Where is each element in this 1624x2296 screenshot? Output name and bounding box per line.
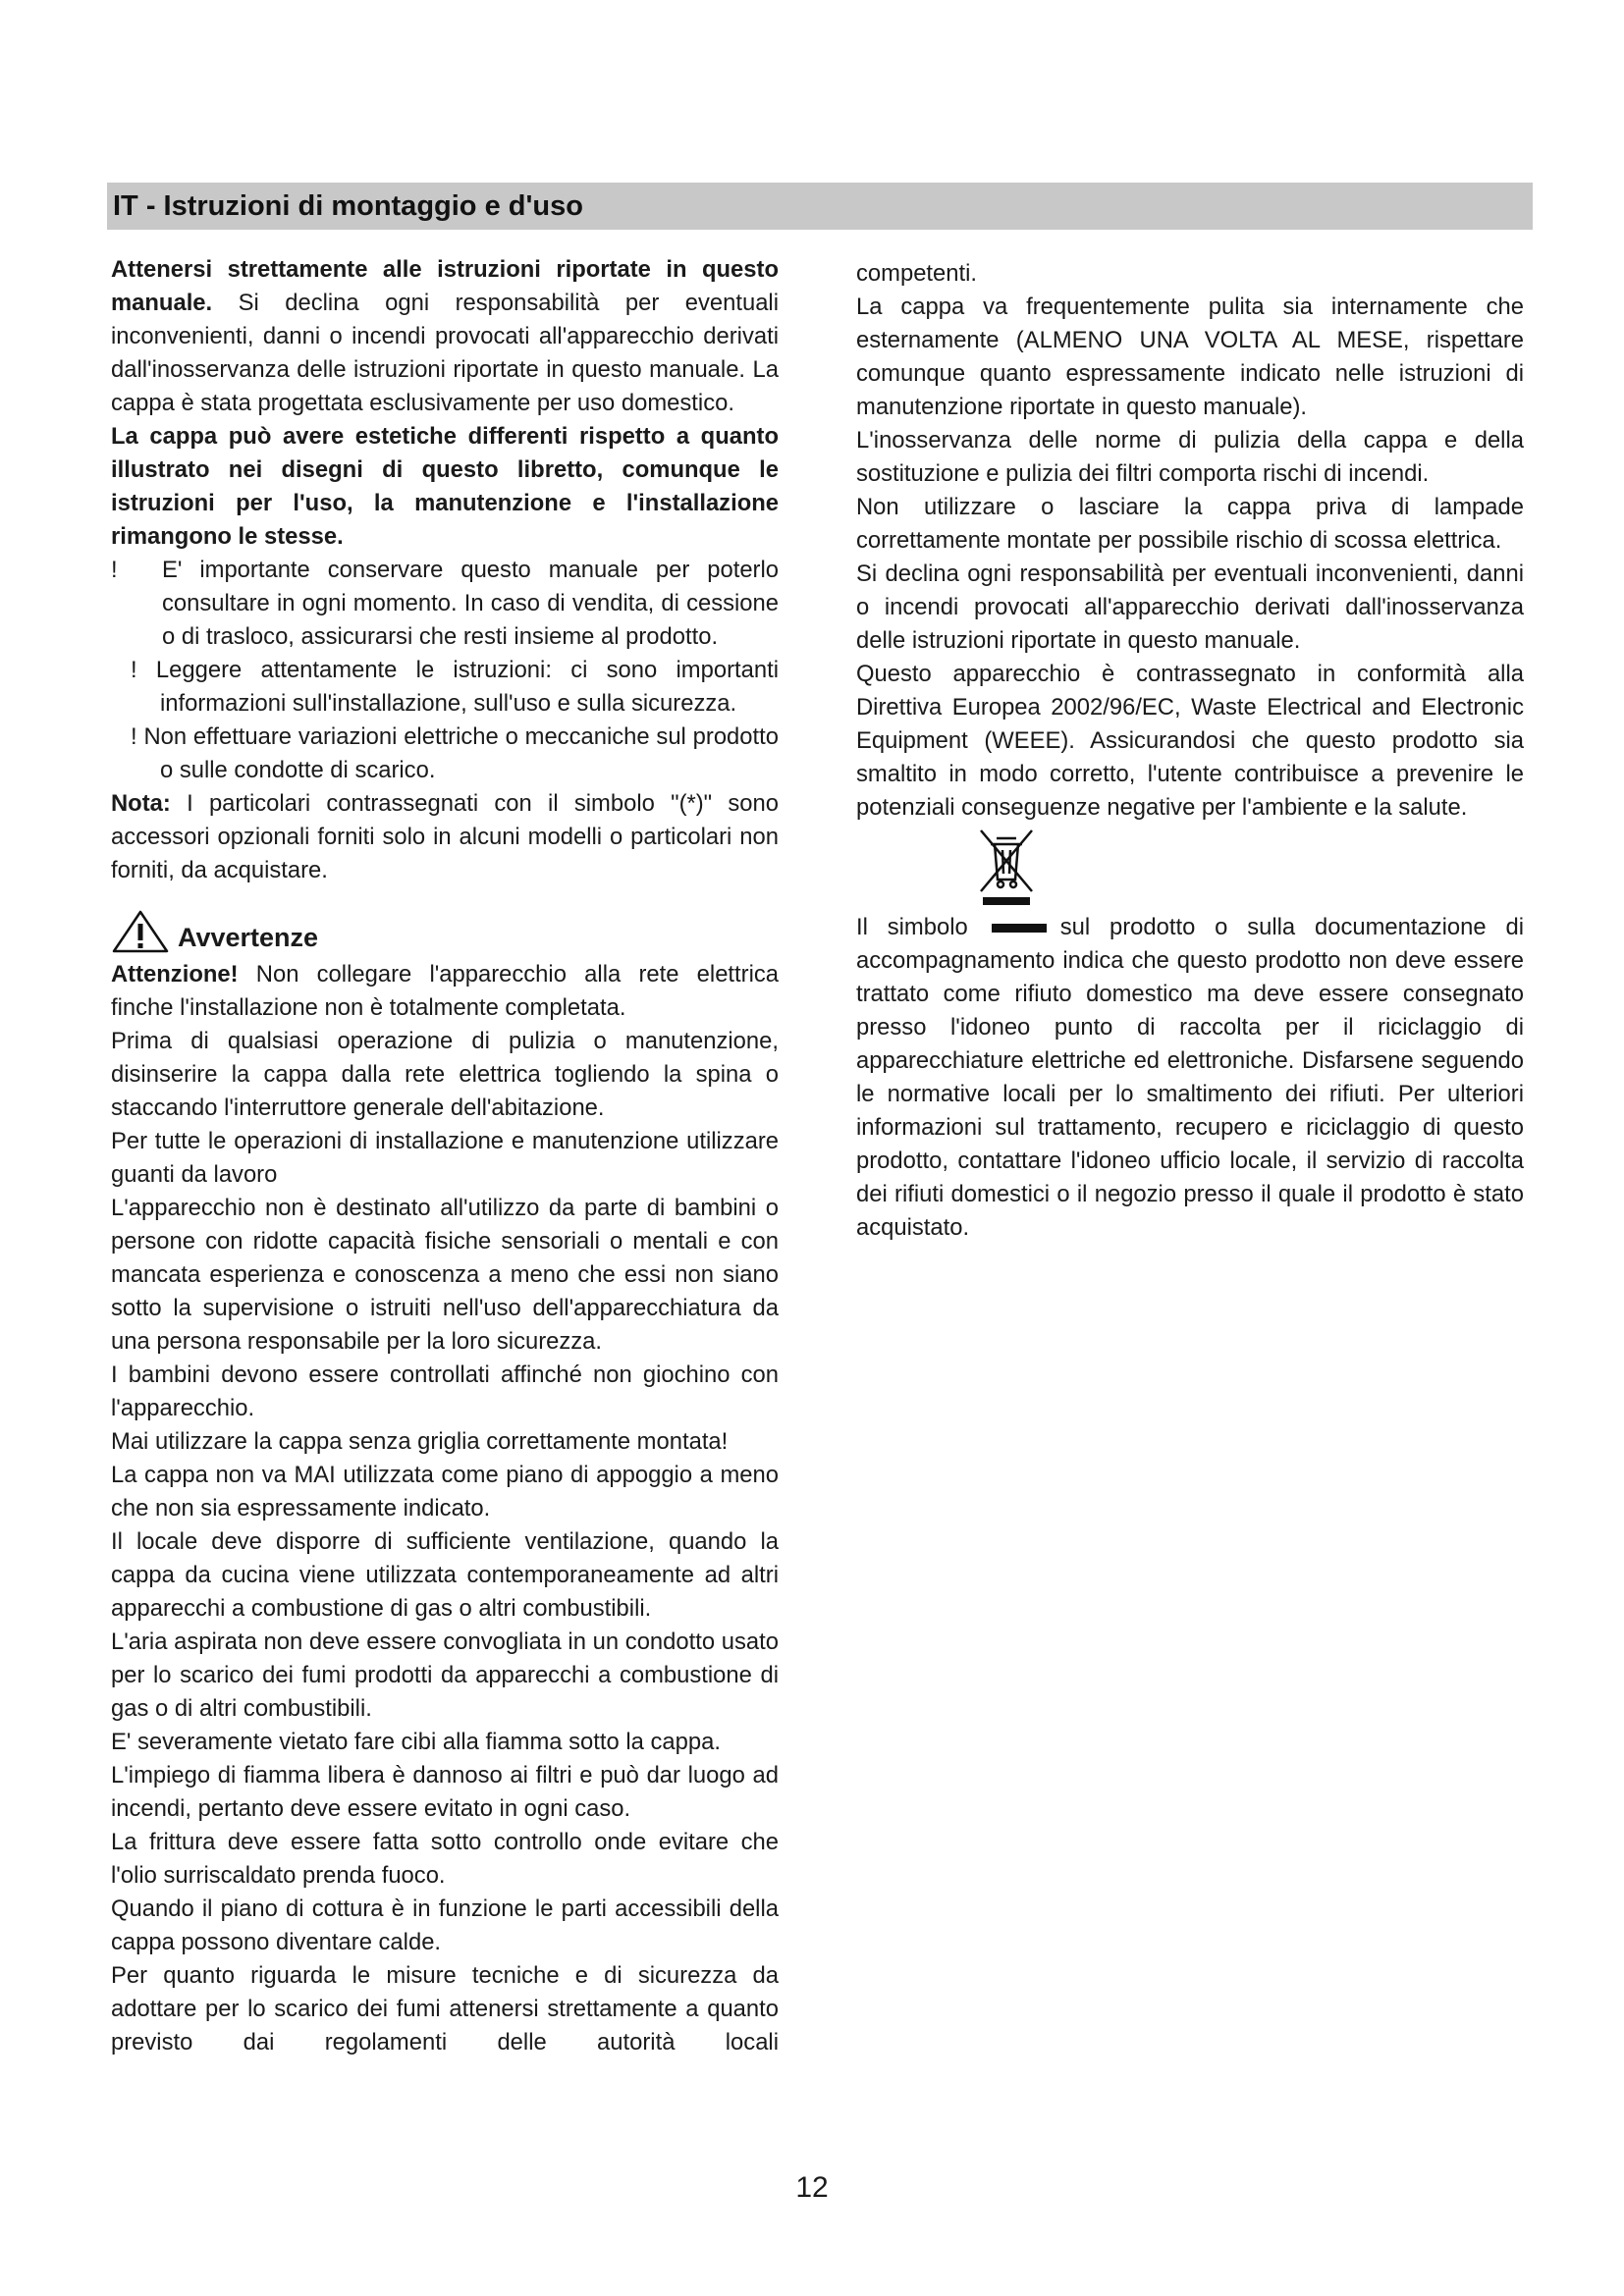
attention-label: Attenzione! [111, 961, 239, 988]
warning-triangle-icon [111, 909, 170, 954]
bullet-item [111, 721, 779, 787]
left-column [111, 253, 779, 2059]
attention-text: Non collegare l'apparecchio alla rete elettrica finche l'installazione non è totalmente completata. [111, 961, 779, 1021]
paragraph: La cappa va frequentemente pulita sia internamente che esternamente (ALMENO UNA VOLTA AL MESE, rispettare comunque quanto espressamente indicato nelle istruzioni di manutenzione riportate in questo manuale). [856, 294, 1524, 420]
symbol-prefix: Il simbolo [856, 914, 968, 940]
symbol-text: sul prodotto o sulla documentazione di accompagnamento indica che questo prodotto non deve essere trattato come rifiuto domestico ma deve essere consegnato presso l'idoneo punto di raccolta per il riciclaggio di apparecchiature elettriche ed elettroniche. Disfarsene seguendo le normative locali per lo smaltimento dei rifiuti. Per ulteriori informazioni sul trattamento, recupero e riciclaggio di questo prodotto, contattare l'idoneo ufficio locale, il servizio di raccolta dei rifiuti domestici o il negozio presso il quale il prodotto è stato acquistato. [856, 914, 1524, 1241]
nota-text: I particolari contrassegnati con il simbolo "(*)" sono accessori opzionali forniti solo in alcuni modelli o particolari non forniti, da acquistare. [111, 790, 779, 883]
bullet-text: Non effettuare variazioni elettriche o meccaniche sul prodotto o sulle condotte di scarico. [143, 723, 779, 783]
bullet-text: Leggere attentamente le istruzioni: ci sono importanti informazioni sull'installazione, sull'uso e sulla sicurezza. [155, 657, 779, 717]
intro-bold: Attenersi strettamente alle istruzioni riportate in questo manuale. [111, 256, 779, 316]
paragraph: Non utilizzare o lasciare la cappa priva di lampade correttamente montate per possibile rischio di scossa elettrica. [856, 494, 1524, 554]
bullet-item [111, 554, 779, 654]
attention-paragraph [111, 958, 779, 1025]
warning-paragraph: Prima di qualsiasi operazione di pulizia o manutenzione, disinserire la cappa dalla rete elettrica togliendo la spina o staccando l'interruttore generale dell'abitazione. [111, 1028, 779, 1121]
page-title: IT - Istruzioni di montaggio e d'uso [113, 190, 583, 222]
warning-paragraph: Per quanto riguarda le misure tecniche e di sicurezza da adottare per lo scarico dei fumi attenersi strettamente a quanto previsto dai regolamenti delle autorità locali [111, 1962, 779, 2056]
intro-paragraph [111, 253, 779, 420]
nota-label: Nota: [111, 790, 171, 817]
warnings-heading [111, 907, 779, 954]
crossed-out-bin-icon [977, 827, 1036, 909]
section-header-bar [107, 183, 1533, 230]
exclamation-mark: ! [111, 557, 118, 583]
weee-bar-icon [992, 924, 1047, 933]
warning-paragraph: La cappa non va MAI utilizzata come piano di appoggio a meno che non sia espressamente indicato. [111, 1462, 779, 1522]
intro-rest: Si declina ogni responsabilità per eventuali inconvenienti, danni o incendi provocati all'apparecchio derivati dall'inosservanza delle istruzioni riportate in questo manuale. La cappa è stata progettata esclusivamente per uso domestico. [111, 290, 779, 416]
warning-paragraph: E' severamente vietato fare cibi alla fiamma sotto la cappa. [111, 1729, 721, 1755]
weee-paragraph [856, 911, 1524, 1245]
paragraph: competenti. [856, 260, 978, 287]
exclamation-mark: ! [131, 723, 137, 750]
weee-symbol-area [856, 825, 1524, 911]
paragraph: Si declina ogni responsabilità per eventuali inconvenienti, danni o incendi provocati all'apparecchio derivati dall'inosservanza delle istruzioni riportate in questo manuale. [856, 561, 1524, 654]
warning-paragraph: L'aria aspirata non deve essere convogliata in un condotto usato per lo scarico dei fumi prodotti da apparecchi a combustione di gas o di altri combustibili. [111, 1629, 779, 1722]
page-number: 12 [795, 2171, 829, 2204]
paragraph: Questo apparecchio è contrassegnato in conformità alla Direttiva Europea 2002/96/EC, Waste Electrical and Electronic Equipment (WEEE). Assicurandosi che questo prodotto sia smaltito in modo corretto, l'utente contribuisce a prevenire le potenziali conseguenze negative per l'ambiente e la salute. [856, 661, 1524, 821]
warning-paragraph: Quando il piano di cottura è in funzione le parti accessibili della cappa possono diventare calde. [111, 1896, 779, 1955]
paragraph: L'inosservanza delle norme di pulizia della cappa e della sostituzione e pulizia dei filtri comporta rischi di incendi. [856, 427, 1524, 487]
bullet-item [111, 654, 779, 721]
warning-paragraph: L'impiego di fiamma libera è dannoso ai filtri e può dar luogo ad incendi, pertanto deve essere evitato in ogni caso. [111, 1762, 779, 1822]
warning-paragraph: I bambini devono essere controllati affinché non giochino con l'apparecchio. [111, 1362, 779, 1421]
aesthetic-note: La cappa può avere estetiche differenti rispetto a quanto illustrato nei disegni di questo libretto, comunque le istruzioni per l'uso, la manutenzione e l'installazione rimangono le stesse. [111, 423, 779, 550]
exclamation-mark: ! [131, 657, 137, 683]
warning-paragraph: Mai utilizzare la cappa senza griglia correttamente montata! [111, 1428, 729, 1455]
right-column [856, 257, 1524, 1245]
warning-paragraph: L'apparecchio non è destinato all'utilizzo da parte di bambini o persone con ridotte capacità fisiche sensoriali o mentali e con mancata esperienza e conoscenza a meno che essi non siano sotto la supervisione o istruiti nell'uso dell'apparecchiatura da una persona responsabile per la loro sicurezza. [111, 1195, 779, 1355]
nota-paragraph [111, 787, 779, 887]
bullet-text: E' importante conservare questo manuale per poterlo consultare in ogni momento. In caso di vendita, di cessione o di trasloco, assicurarsi che resti insieme al prodotto. [162, 557, 779, 650]
warnings-title: Avvertenze [178, 923, 319, 952]
warning-paragraph: Il locale deve disporre di sufficiente ventilazione, quando la cappa da cucina viene utilizzata contemporaneamente ad altri apparecchi a combustione di gas o altri combustibili. [111, 1528, 779, 1622]
warning-paragraph: La frittura deve essere fatta sotto controllo onde evitare che l'olio surriscaldato prenda fuoco. [111, 1829, 779, 1889]
warning-paragraph: Per tutte le operazioni di installazione e manutenzione utilizzare guanti da lavoro [111, 1128, 779, 1188]
